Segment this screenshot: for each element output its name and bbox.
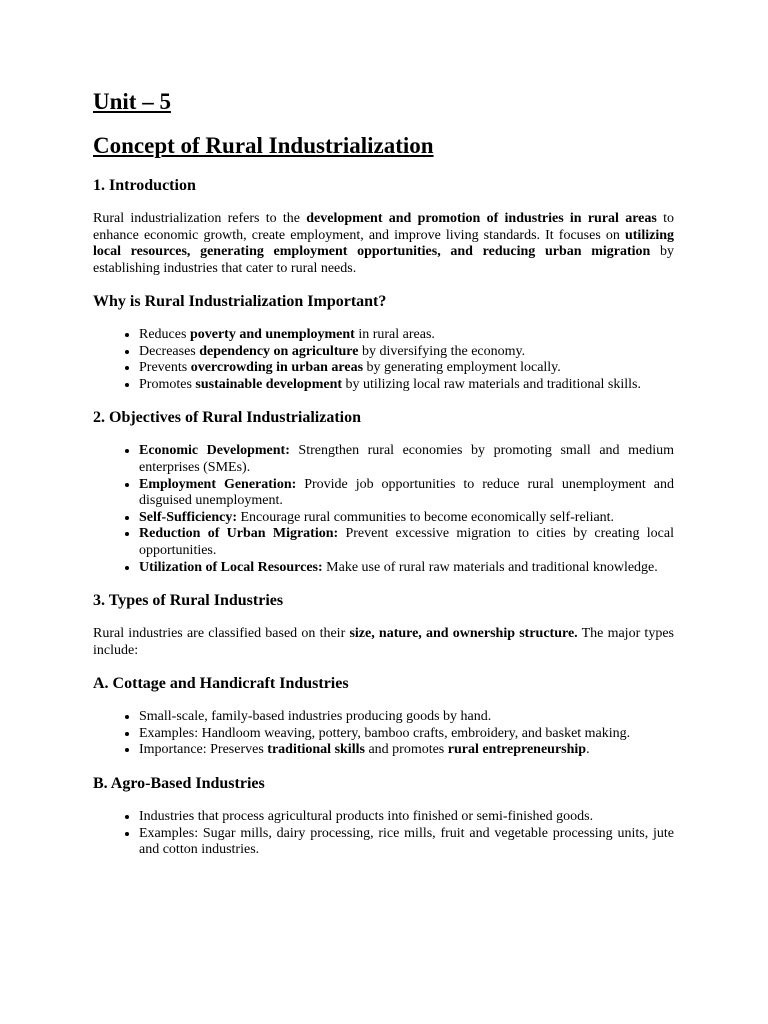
agro-industries-list — [93, 809, 674, 859]
cottage-industries-list — [93, 709, 674, 759]
list-item: • Decreases dependency on agriculture by diversifying the economy. — [139, 344, 674, 361]
section-heading-objectives: 2. Objectives of Rural Industrialization — [93, 409, 361, 427]
list-item: • Examples: Handloom weaving, pottery, bamboo crafts, embroidery, and basket making. — [139, 726, 674, 743]
subsection-heading-cottage: A. Cottage and Handicraft Industries — [93, 675, 349, 693]
list-item: • Industries that process agricultural products into finished or semi-finished goods. — [139, 809, 674, 826]
bold-text: traditional skills — [267, 742, 365, 758]
main-title: Concept of Rural Industrialization — [93, 133, 434, 158]
list-item: • Self-Sufficiency: Encourage rural communities to become economically self-reliant. — [139, 510, 674, 527]
bold-text: size, nature, and ownership structure. — [349, 626, 578, 642]
list-item: • Small-scale, family-based industries producing goods by hand. — [139, 709, 674, 726]
bold-text: Employment Generation: — [139, 476, 297, 492]
introduction-paragraph: Rural industrialization refers to the development and promotion of industries in rural areas to enhance economic growth, create employment, and improve living standards. It focuses on utilizing local resources, generating employment opportunities, and reducing urban migration by establishing industries that cater to rural needs. — [93, 211, 675, 276]
bold-text: Self-Sufficiency: — [139, 509, 237, 525]
bold-text: poverty and unemployment — [189, 327, 355, 342]
section-heading-types: 3. Types of Rural Industries — [93, 592, 284, 610]
bold-text: utilizing local resources, generating employment opportunities, and reducing urban migration — [93, 227, 674, 259]
list-item: • Prevents overcrowding in urban areas by generating employment locally. — [139, 360, 674, 377]
bold-text: rural entrepreneurship — [447, 742, 587, 758]
list-item: • Utilization of Local Resources: Make use of rural raw materials and traditional knowledge. — [139, 560, 674, 577]
bold-text: Reduction of Urban Migration: — [139, 526, 339, 542]
bold-text: dependency on agriculture — [199, 343, 359, 359]
bold-text: development and promotion of industries in rural areas — [306, 211, 657, 226]
bold-text: Economic Development: — [139, 443, 290, 459]
list-item: • Reduction of Urban Migration: Prevent excessive migration to cities by creating local opportunities. — [139, 526, 674, 559]
bold-text: sustainable development — [195, 376, 343, 392]
section-heading-why-important: Why is Rural Industrialization Important? — [93, 293, 387, 310]
list-item: • Employment Generation: Provide job opportunities to reduce rural unemployment and disguised unemployment. — [139, 477, 674, 510]
list-item: • Examples: Sugar mills, dairy processing, rice mills, fruit and vegetable processing units, jute and cotton industries. — [139, 826, 674, 859]
objectives-list — [93, 443, 674, 576]
bold-text: Utilization of Local Resources: — [139, 559, 323, 575]
bold-text: overcrowding in urban areas — [190, 360, 364, 376]
list-item: • Importance: Preserves traditional skills and promotes rural entrepreneurship. — [139, 742, 674, 759]
list-item: • Reduces poverty and unemployment in rural areas. — [139, 327, 674, 344]
types-paragraph: Rural industries are classified based on their size, nature, and ownership structure. The major types include: — [93, 626, 674, 658]
unit-title: Unit – 5 — [93, 89, 171, 114]
subsection-heading-agro: B. Agro-Based Industries — [93, 774, 265, 792]
why-important-list — [93, 327, 674, 393]
list-item: • Promotes sustainable development by utilizing local raw materials and traditional skills. — [139, 377, 674, 394]
section-heading-introduction: 1. Introduction — [93, 177, 196, 194]
document-content — [93, 86, 674, 859]
list-item: • Economic Development: Strengthen rural economies by promoting small and medium enterprises (SMEs). — [139, 443, 674, 476]
